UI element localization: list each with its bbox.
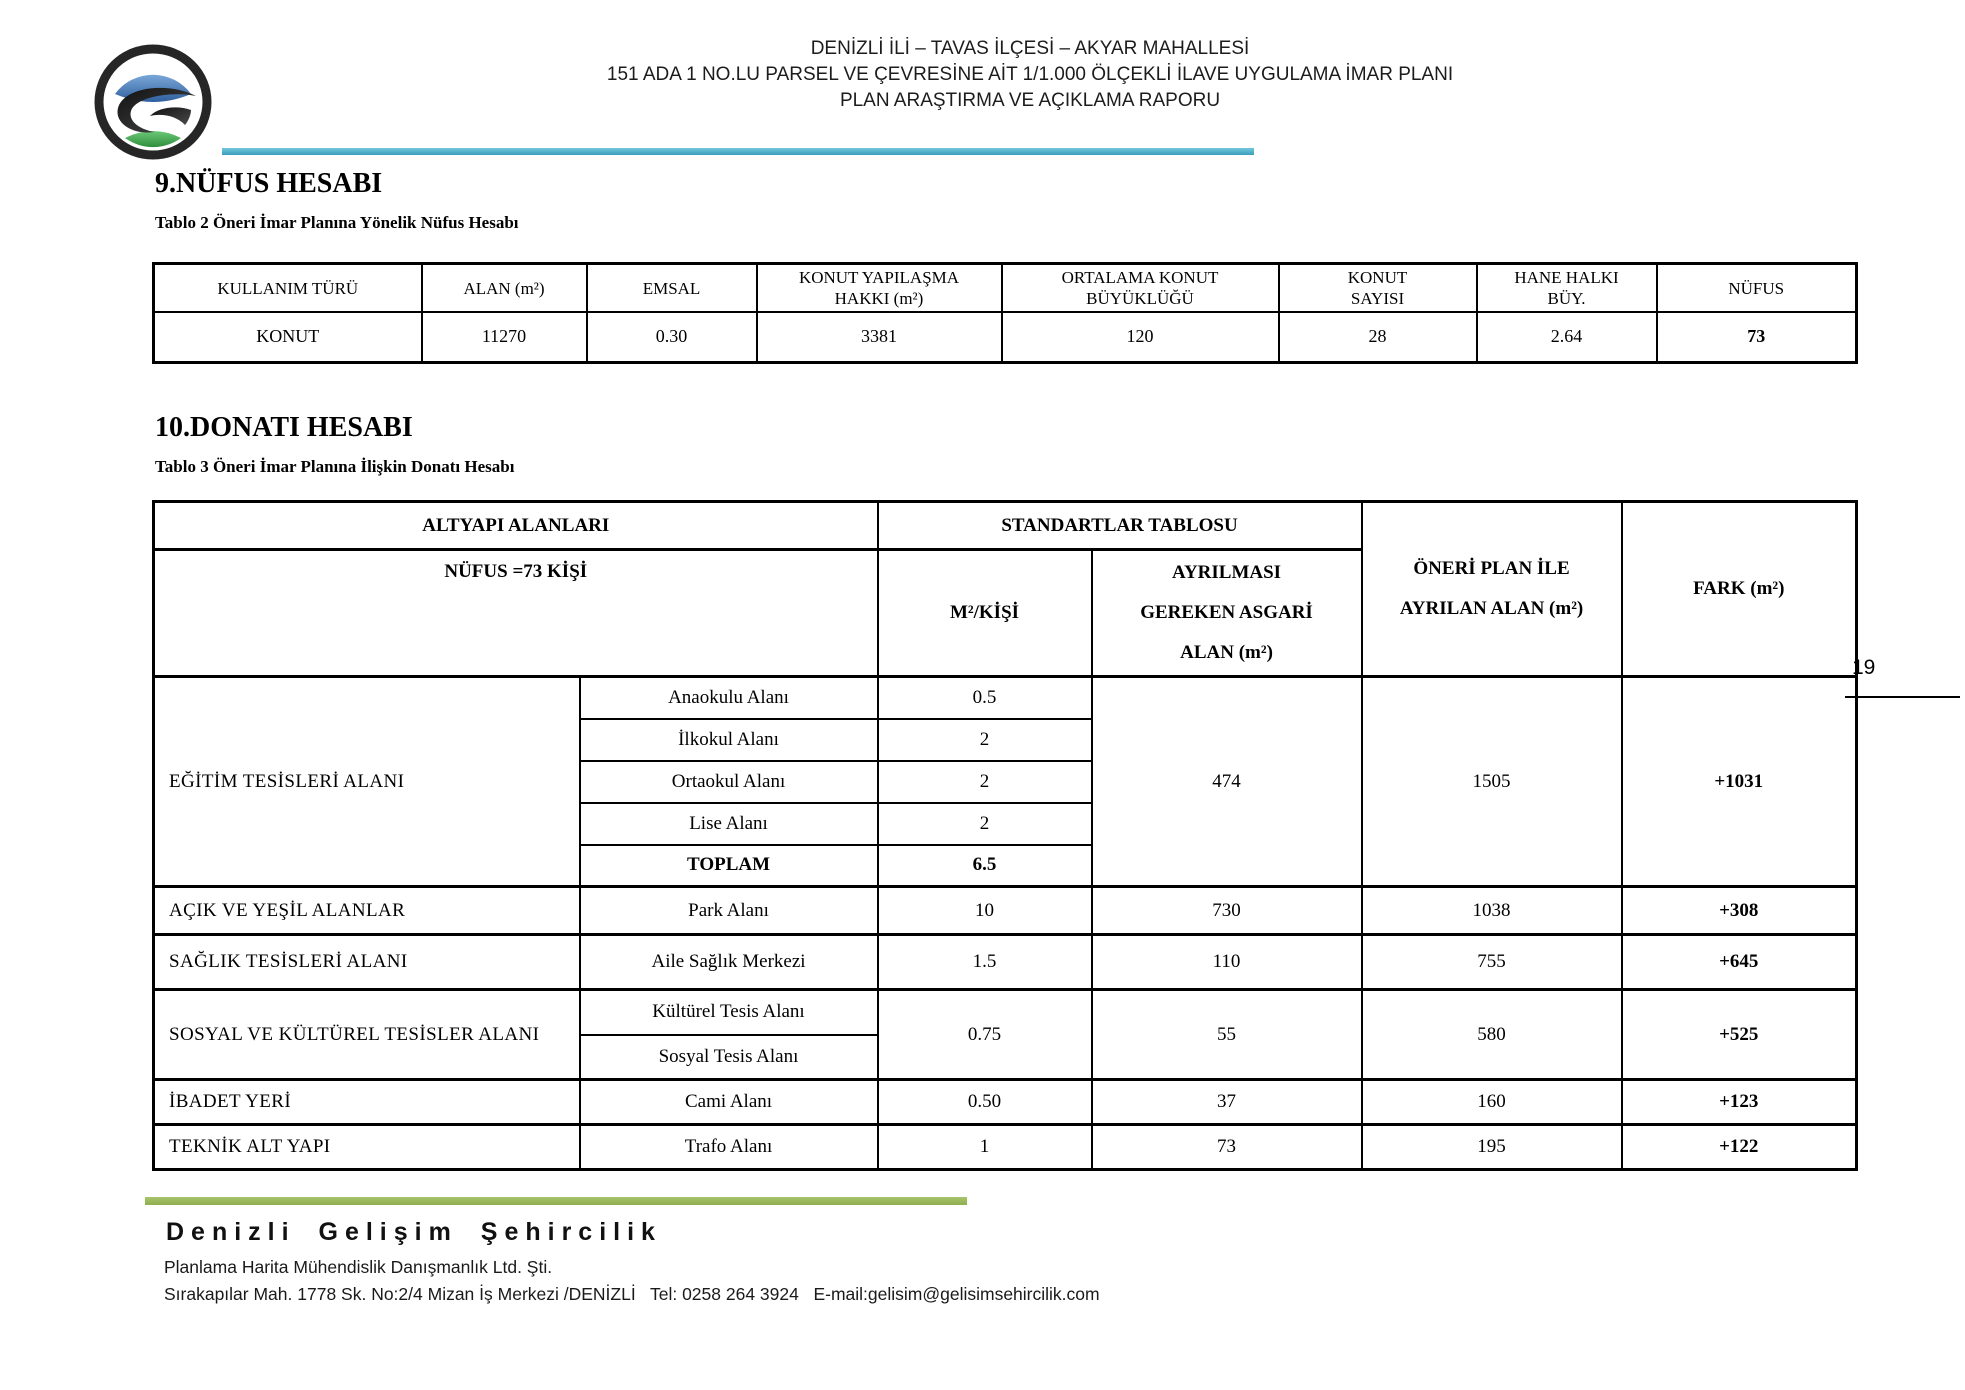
header-altyapi-alanlari: ALTYAPI ALANLARI [154,502,878,550]
sub-label: Cami Alanı [580,1080,878,1125]
sub-label: Kültürel Tesis Alanı [580,990,878,1035]
header-m2-kisi: M²/KİŞİ [878,550,1092,677]
footer-company-subtitle: Planlama Harita Mühendislik Danışmanlık Ltd. Şti. [164,1257,553,1277]
header-standartlar-tablosu: STANDARTLAR TABLOSU [878,502,1362,550]
sub-label-toplam: TOPLAM [580,845,878,887]
header-nufus-73: NÜFUS =73 KİŞİ [154,550,878,677]
cell-nufus: 73 [1657,312,1857,362]
cell-yapilasma: 3381 [757,312,1002,362]
row-kulturel [154,990,1857,1035]
header-line-2: 151 ADA 1 NO.LU PARSEL VE ÇEVRESİNE AİT 1/1.000 ÖLÇEKLİ İLAVE UYGULAMA İMAR PLANI [606,64,1454,85]
row-park [154,887,1857,935]
egitim-asgari: 474 [1092,677,1362,887]
cell-ortalama: 120 [1002,312,1279,362]
sosyal-fark: +525 [1622,990,1857,1080]
header-kullanim-turu: KULLANIM TÜRÜ [154,264,422,313]
footer-company-name: Denizli Gelişim Şehircilik [166,1218,662,1246]
category-teknik: TEKNİK ALT YAPI [154,1125,580,1170]
page-number: 19 [1852,656,1876,679]
park-oneri: 1038 [1362,887,1622,935]
sub-label: Park Alanı [580,887,878,935]
header-ortalama-konut: ORTALAMA KONUT BÜYÜKLÜĞÜ [1002,264,1279,313]
header-hane-halki: HANE HALKI BÜY. [1477,264,1657,313]
gelisim-logo-icon [90,44,216,160]
row-ibadet [154,1080,1857,1125]
saglik-oneri: 755 [1362,935,1622,990]
category-sosyal-kulturel: SOSYAL VE KÜLTÜREL TESİSLER ALANI [154,990,580,1080]
header-emsal: EMSAL [587,264,757,313]
ibadet-asgari: 37 [1092,1080,1362,1125]
cell-alan: 11270 [422,312,587,362]
cell-hane-halki: 2.64 [1477,312,1657,362]
header-asgari-alan: AYRILMASI GEREKEN ASGARİ ALAN (m²) [1092,550,1362,677]
row-teknik [154,1125,1857,1170]
sosyal-asgari: 55 [1092,990,1362,1080]
ibadet-oneri: 160 [1362,1080,1622,1125]
category-saglik: SAĞLIK TESİSLERİ ALANI [154,935,580,990]
table-2-caption: Tablo 2 Öneri İmar Planına Yönelik Nüfus Hesabı [155,213,519,232]
ibadet-fark: +123 [1622,1080,1857,1125]
footer-accent-bar [145,1197,967,1205]
sub-value: 2 [878,803,1092,845]
sub-value-toplam: 6.5 [878,845,1092,887]
cell-kullanim: KONUT [154,312,422,362]
donati-hesabi-table [152,500,1858,1171]
table-row [154,312,1857,362]
park-fark: +308 [1622,887,1857,935]
row-saglik [154,935,1857,990]
header-oneri-plan: ÖNERİ PLAN İLE AYRILAN ALAN (m²) [1362,502,1622,677]
sub-label: Anaokulu Alanı [580,677,878,719]
sub-value: 0.5 [878,677,1092,719]
cell-konut-sayisi: 28 [1279,312,1477,362]
table-3-caption: Tablo 3 Öneri İmar Planına İlişkin Donatı Hesabı [155,457,515,476]
section-10-heading: 10.DONATI HESABI [155,412,413,443]
sub-label: Aile Sağlık Merkezi [580,935,878,990]
teknik-m2: 1 [878,1125,1092,1170]
table-header-row [154,264,1857,313]
header-accent-bar [222,148,1254,155]
header-konut-sayisi: KONUT SAYISI [1279,264,1477,313]
ibadet-m2: 0.50 [878,1080,1092,1125]
row-anaokulu [154,677,1857,719]
nufus-hesabi-table [152,262,1858,364]
document-header [380,36,1680,114]
egitim-fark: +1031 [1622,677,1857,887]
saglik-fark: +645 [1622,935,1857,990]
table-header-row-1 [154,502,1857,550]
section-9-heading: 9.NÜFUS HESABI [155,168,383,199]
company-logo [90,44,216,160]
page-number-underline [1845,696,1960,698]
header-konut-yapilasma: KONUT YAPILAŞMA HAKKI (m²) [757,264,1002,313]
teknik-oneri: 195 [1362,1125,1622,1170]
park-m2: 10 [878,887,1092,935]
sosyal-m2: 0.75 [878,990,1092,1080]
cell-emsal: 0.30 [587,312,757,362]
category-egitim: EĞİTİM TESİSLERİ ALANI [154,677,580,887]
sub-label: Trafo Alanı [580,1125,878,1170]
sub-label: Sosyal Tesis Alanı [580,1035,878,1080]
header-fark: FARK (m²) [1622,502,1857,677]
teknik-asgari: 73 [1092,1125,1362,1170]
sosyal-oneri: 580 [1362,990,1622,1080]
category-acik-yesil: AÇIK VE YEŞİL ALANLAR [154,887,580,935]
egitim-oneri: 1505 [1362,677,1622,887]
header-nufus: NÜFUS [1657,264,1857,313]
sub-label: Ortaokul Alanı [580,761,878,803]
sub-value: 2 [878,719,1092,761]
saglik-m2: 1.5 [878,935,1092,990]
sub-label: Lise Alanı [580,803,878,845]
saglik-asgari: 110 [1092,935,1362,990]
category-ibadet: İBADET YERİ [154,1080,580,1125]
header-alan: ALAN (m²) [422,264,587,313]
teknik-fark: +122 [1622,1125,1857,1170]
footer-contact-info: Sırakapılar Mah. 1778 Sk. No:2/4 Mizan İş Merkezi /DENİZLİ Tel: 0258 264 3924 E-mail:gelisim@gelisimsehircilik.com [164,1284,1100,1304]
sub-label: İlkokul Alanı [580,719,878,761]
header-line-3: PLAN ARAŞTIRMA VE AÇIKLAMA RAPORU [839,90,1221,111]
park-asgari: 730 [1092,887,1362,935]
header-line-1: DENİZLİ İLİ – TAVAS İLÇESİ – AKYAR MAHALLESİ [810,38,1250,59]
sub-value: 2 [878,761,1092,803]
